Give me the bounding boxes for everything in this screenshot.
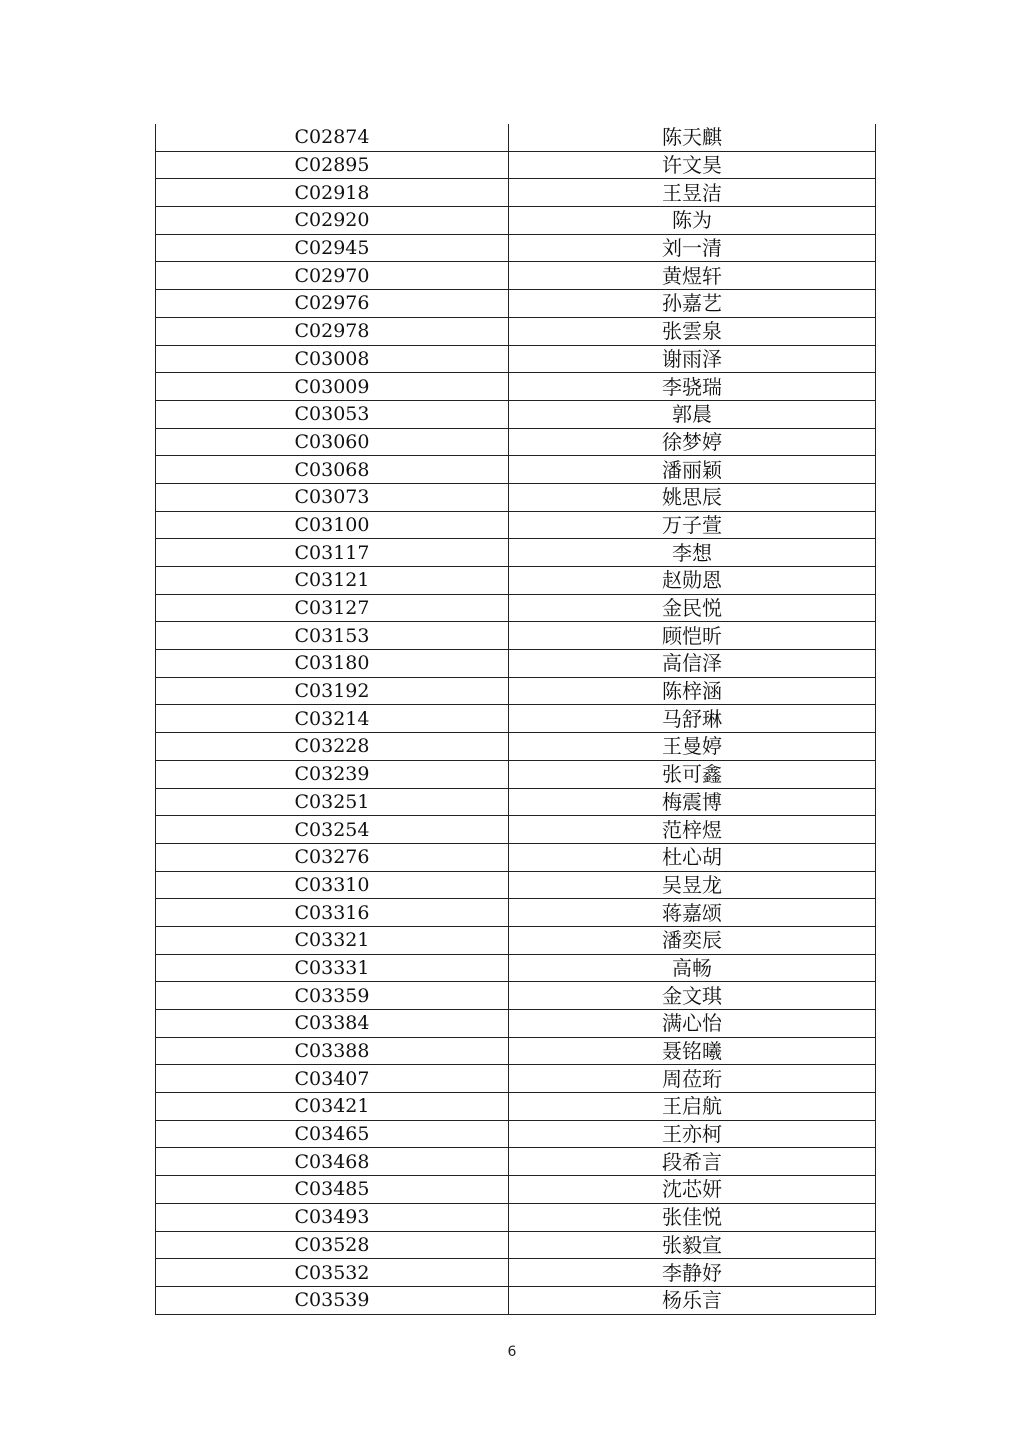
candidate-id-cell: C03251 [156, 788, 509, 816]
candidate-id-cell: C03485 [156, 1176, 509, 1204]
candidate-name-cell: 金民悦 [509, 594, 876, 622]
candidate-name-cell: 刘一清 [509, 234, 876, 262]
candidate-id-cell: C03528 [156, 1231, 509, 1259]
candidate-name-cell: 谢雨泽 [509, 345, 876, 373]
candidate-id-cell: C03153 [156, 622, 509, 650]
table-row [156, 539, 876, 567]
candidate-name-cell: 张佳悦 [509, 1203, 876, 1231]
candidate-id-cell: C03060 [156, 428, 509, 456]
table-row [156, 262, 876, 290]
table-row [156, 1148, 876, 1176]
table-row [156, 899, 876, 927]
table-row [156, 733, 876, 761]
candidate-name-cell: 吴昱龙 [509, 871, 876, 899]
candidate-name-cell: 马舒琳 [509, 705, 876, 733]
candidate-id-cell: C02945 [156, 234, 509, 262]
candidate-id-cell: C03276 [156, 843, 509, 871]
table-row [156, 428, 876, 456]
table-row [156, 290, 876, 318]
candidate-name-cell: 王亦柯 [509, 1120, 876, 1148]
table-row [156, 622, 876, 650]
candidate-id-cell: C03407 [156, 1065, 509, 1093]
candidate-name-cell: 王曼婷 [509, 733, 876, 761]
table-row [156, 151, 876, 179]
table-row [156, 816, 876, 844]
candidate-id-cell: C03468 [156, 1148, 509, 1176]
candidate-name-cell: 李想 [509, 539, 876, 567]
table-row [156, 1065, 876, 1093]
candidate-id-cell: C03384 [156, 1010, 509, 1038]
candidate-name-cell: 梅震博 [509, 788, 876, 816]
candidate-name-cell: 张雲泉 [509, 317, 876, 345]
candidate-id-cell: C03465 [156, 1120, 509, 1148]
roster-table [155, 124, 876, 1315]
candidate-name-cell: 王昱洁 [509, 179, 876, 207]
candidate-id-cell: C03331 [156, 954, 509, 982]
table-row [156, 124, 876, 151]
table-row [156, 511, 876, 539]
candidate-name-cell: 蒋嘉颂 [509, 899, 876, 927]
table-row [156, 843, 876, 871]
candidate-id-cell: C02920 [156, 207, 509, 235]
table-row [156, 1093, 876, 1121]
candidate-name-cell: 顾恺昕 [509, 622, 876, 650]
table-row [156, 317, 876, 345]
candidate-name-cell: 高畅 [509, 954, 876, 982]
candidate-name-cell: 陈天麒 [509, 124, 876, 151]
candidate-name-cell: 李静妤 [509, 1259, 876, 1287]
candidate-id-cell: C03493 [156, 1203, 509, 1231]
candidate-id-cell: C03192 [156, 677, 509, 705]
table-row [156, 1203, 876, 1231]
candidate-id-cell: C03421 [156, 1093, 509, 1121]
candidate-id-cell: C03321 [156, 926, 509, 954]
candidate-id-cell: C03310 [156, 871, 509, 899]
candidate-name-cell: 王启航 [509, 1093, 876, 1121]
table-row [156, 1286, 876, 1314]
candidate-name-cell: 徐梦婷 [509, 428, 876, 456]
candidate-id-cell: C03009 [156, 373, 509, 401]
table-row [156, 788, 876, 816]
table-row [156, 207, 876, 235]
candidate-id-cell: C03127 [156, 594, 509, 622]
candidate-name-cell: 潘奕辰 [509, 926, 876, 954]
candidate-name-cell: 杨乐言 [509, 1286, 876, 1314]
table-row [156, 982, 876, 1010]
candidate-name-cell: 黄煜轩 [509, 262, 876, 290]
candidate-name-cell: 聂铭曦 [509, 1037, 876, 1065]
candidate-id-cell: C03068 [156, 456, 509, 484]
candidate-id-cell: C03359 [156, 982, 509, 1010]
table-row [156, 871, 876, 899]
candidate-id-cell: C03214 [156, 705, 509, 733]
roster-table-body [156, 124, 876, 1314]
table-row [156, 594, 876, 622]
table-row [156, 373, 876, 401]
candidate-name-cell: 潘丽颖 [509, 456, 876, 484]
table-row [156, 954, 876, 982]
candidate-name-cell: 张毅宣 [509, 1231, 876, 1259]
table-row [156, 1259, 876, 1287]
candidate-name-cell: 满心怡 [509, 1010, 876, 1038]
candidate-id-cell: C02976 [156, 290, 509, 318]
candidate-id-cell: C02978 [156, 317, 509, 345]
candidate-name-cell: 许文昊 [509, 151, 876, 179]
candidate-id-cell: C02895 [156, 151, 509, 179]
candidate-name-cell: 万子萱 [509, 511, 876, 539]
table-row [156, 483, 876, 511]
candidate-name-cell: 高信泽 [509, 650, 876, 678]
table-row [156, 567, 876, 595]
candidate-id-cell: C03117 [156, 539, 509, 567]
candidate-name-cell: 姚思辰 [509, 483, 876, 511]
candidate-id-cell: C03388 [156, 1037, 509, 1065]
candidate-name-cell: 陈为 [509, 207, 876, 235]
candidate-id-cell: C03239 [156, 760, 509, 788]
page-number: 6 [507, 1344, 517, 1360]
candidate-id-cell: C03180 [156, 650, 509, 678]
table-row [156, 456, 876, 484]
candidate-name-cell: 范梓煜 [509, 816, 876, 844]
table-row [156, 926, 876, 954]
candidate-id-cell: C02918 [156, 179, 509, 207]
candidate-id-cell: C03053 [156, 400, 509, 428]
table-row [156, 760, 876, 788]
candidate-name-cell: 沈芯妍 [509, 1176, 876, 1204]
candidate-id-cell: C03532 [156, 1259, 509, 1287]
candidate-id-cell: C02874 [156, 124, 509, 151]
table-row [156, 1010, 876, 1038]
table-row [156, 1037, 876, 1065]
table-row [156, 650, 876, 678]
candidate-id-cell: C03073 [156, 483, 509, 511]
candidate-id-cell: C03228 [156, 733, 509, 761]
table-row [156, 345, 876, 373]
table-row [156, 1231, 876, 1259]
table-row [156, 677, 876, 705]
candidate-id-cell: C03316 [156, 899, 509, 927]
candidate-name-cell: 段希言 [509, 1148, 876, 1176]
table-row [156, 1176, 876, 1204]
table-row [156, 1120, 876, 1148]
candidate-name-cell: 李骁瑞 [509, 373, 876, 401]
candidate-name-cell: 赵勋恩 [509, 567, 876, 595]
candidate-name-cell: 周莅珩 [509, 1065, 876, 1093]
candidate-id-cell: C03100 [156, 511, 509, 539]
table-row [156, 179, 876, 207]
candidate-id-cell: C03008 [156, 345, 509, 373]
candidate-id-cell: C03254 [156, 816, 509, 844]
table-row [156, 400, 876, 428]
candidate-id-cell: C03539 [156, 1286, 509, 1314]
table-row [156, 705, 876, 733]
candidate-name-cell: 杜心胡 [509, 843, 876, 871]
candidate-name-cell: 陈梓涵 [509, 677, 876, 705]
candidate-id-cell: C03121 [156, 567, 509, 595]
candidate-name-cell: 张可鑫 [509, 760, 876, 788]
candidate-id-cell: C02970 [156, 262, 509, 290]
candidate-name-cell: 金文琪 [509, 982, 876, 1010]
candidate-name-cell: 郭晨 [509, 400, 876, 428]
candidate-name-cell: 孙嘉艺 [509, 290, 876, 318]
table-row [156, 234, 876, 262]
